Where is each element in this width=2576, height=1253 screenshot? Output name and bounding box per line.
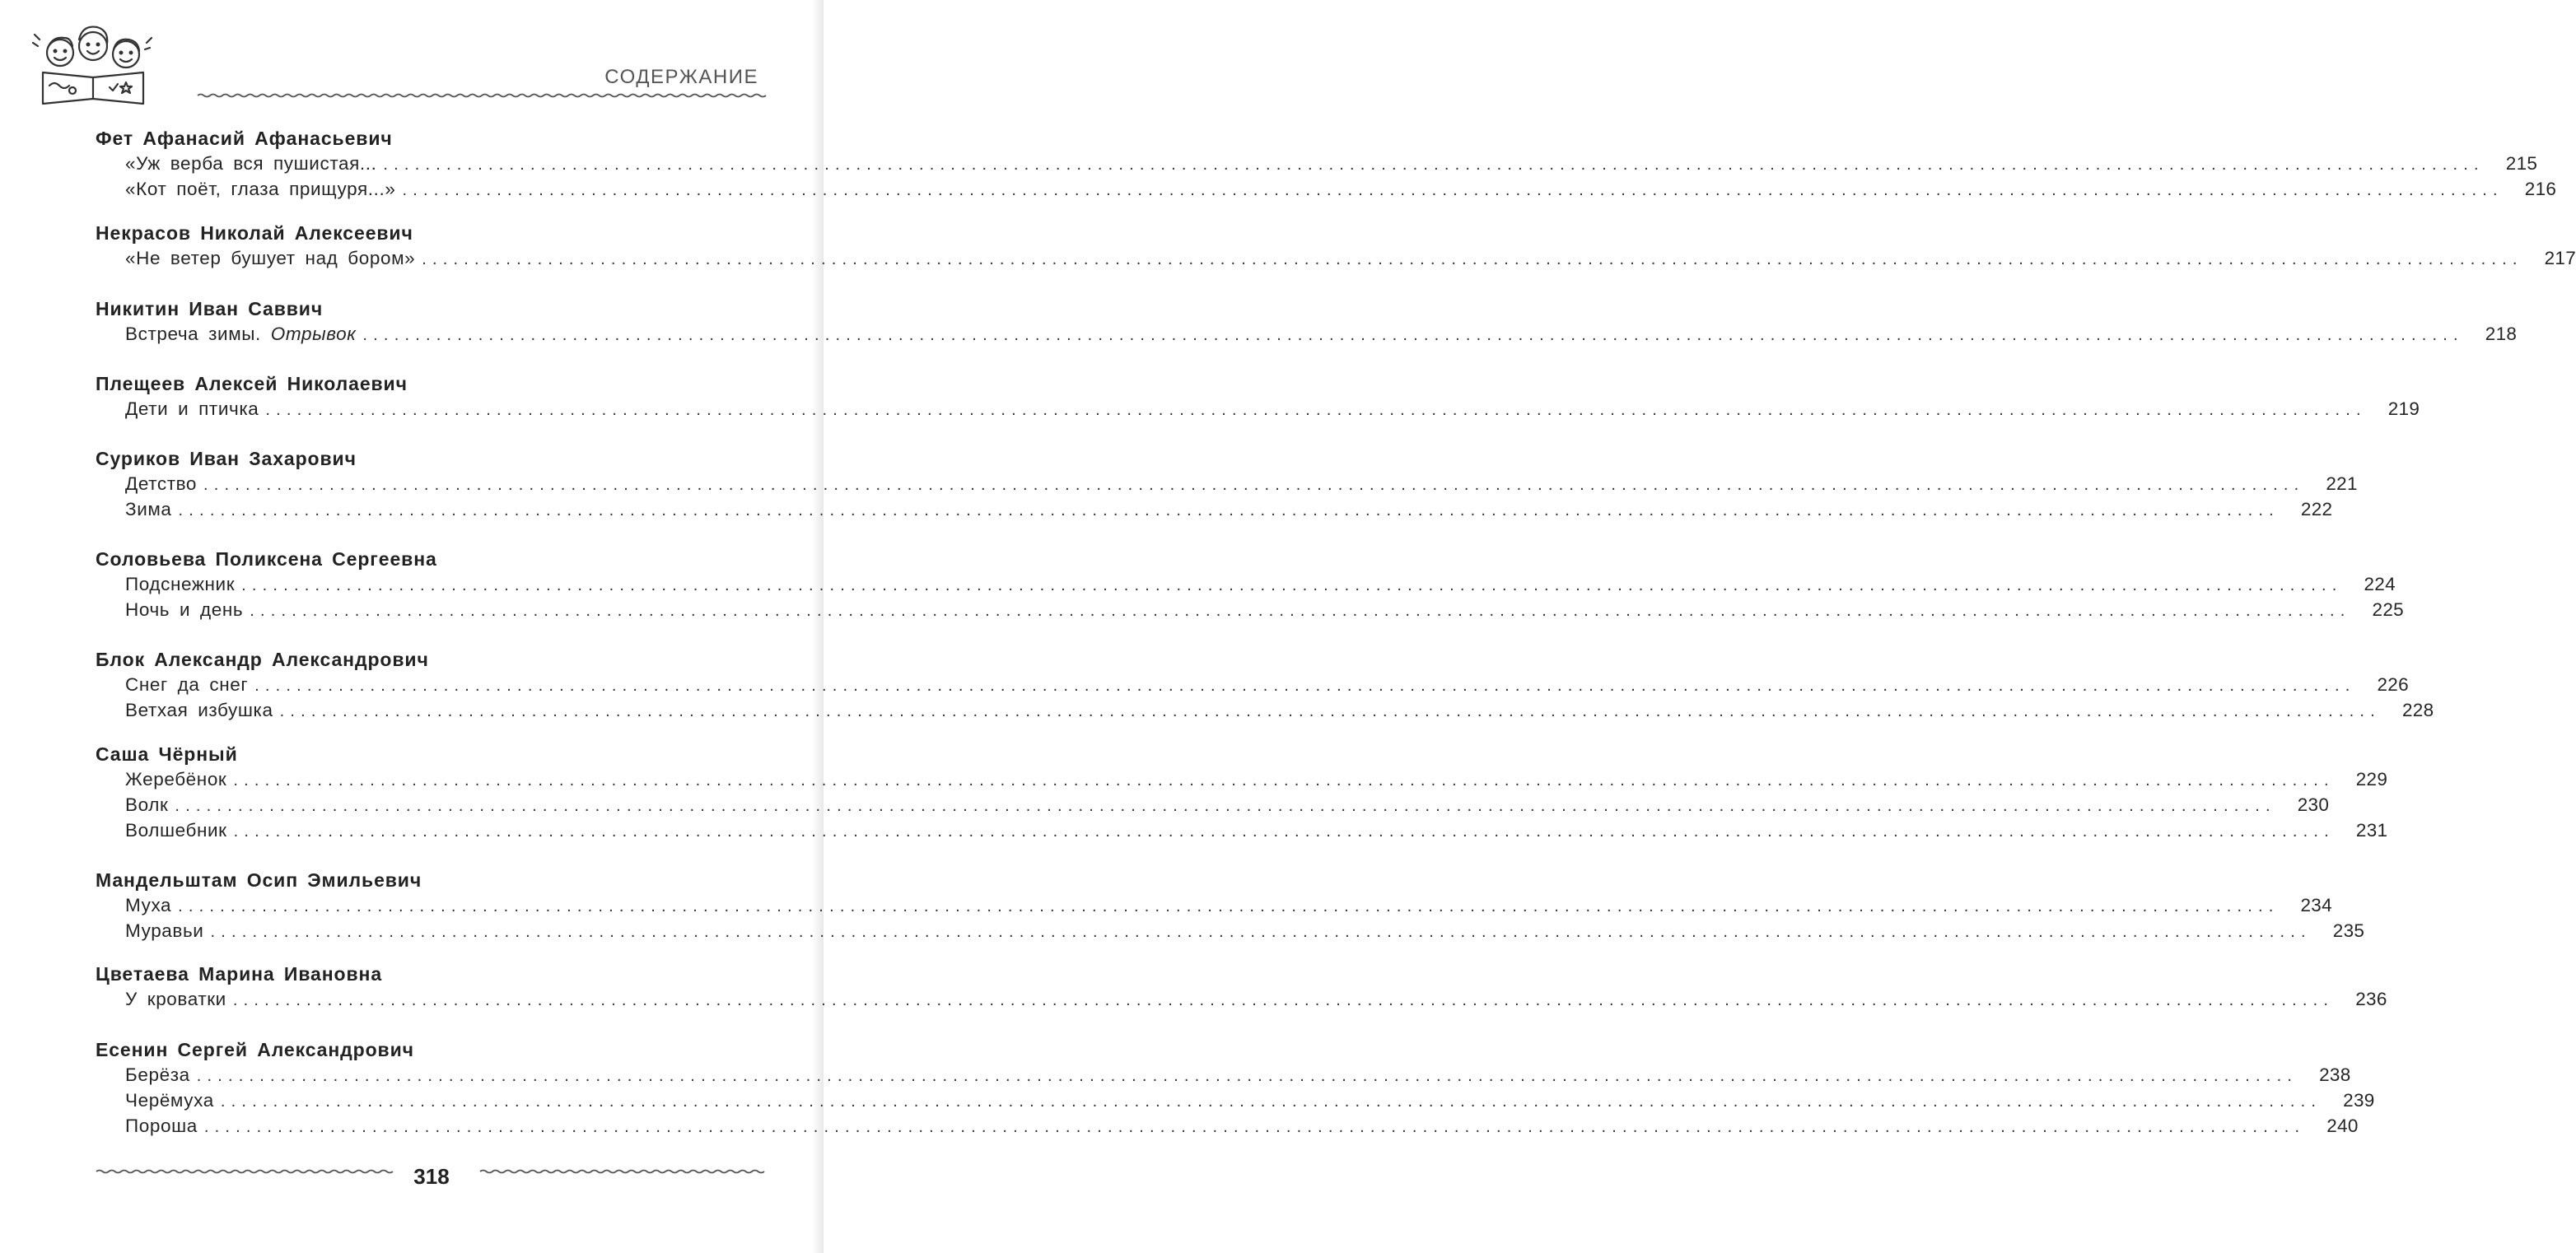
entry-title-text: «Уж верба вся пушистая...	[125, 153, 377, 174]
author-name: Плещеев Алексей Николаевич	[96, 373, 408, 394]
entry-page-number: 239	[2343, 1090, 2375, 1111]
dot-leader: ........................................................................................................................................................................................................	[220, 1092, 2322, 1111]
entry-page-number: 221	[2326, 473, 2358, 494]
author-name: Суриков Иван Захарович	[96, 448, 357, 469]
entry-title	[125, 820, 234, 841]
author-name: Никитин Иван Саввич	[96, 298, 324, 319]
entry-title-text: Пороша	[125, 1116, 198, 1136]
toc-entry[interactable]	[125, 1064, 2351, 1090]
entry-title	[125, 473, 203, 495]
entry-page-number: 219	[2387, 398, 2420, 419]
dot-leader: ........................................................................................................................................................................................................	[175, 797, 2276, 815]
entry-note: Отрывок	[270, 324, 357, 344]
dot-leader: ........................................................................................................................................................................................................	[196, 1067, 2298, 1085]
toc-entry[interactable]	[125, 895, 2332, 920]
entry-title-text: У кроватки	[125, 989, 226, 1009]
entry-title	[125, 248, 422, 269]
entry-page-number: 234	[2300, 895, 2332, 915]
toc-entry[interactable]	[125, 989, 2387, 1014]
toc-entry[interactable]	[125, 769, 2388, 794]
toc-entry[interactable]	[125, 473, 2358, 499]
entry-title	[125, 794, 175, 816]
dot-leader: ........................................................................................................................................................................................................	[210, 923, 2312, 941]
entry-page-number: 225	[2372, 599, 2404, 620]
dot-leader: ........................................................................................................................................................................................................	[402, 181, 2504, 199]
footer-wave-divider-left	[96, 1165, 383, 1178]
dot-leader: ........................................................................................................................................................................................................	[383, 156, 2485, 174]
dot-leader: ........................................................................................................................................................................................................	[232, 991, 2335, 1009]
entry-page-number: 238	[2319, 1064, 2351, 1085]
entry-title	[125, 895, 178, 916]
dot-leader: ........................................................................................................................................................................................................	[279, 702, 2381, 720]
dot-leader: ........................................................................................................................................................................................................	[422, 250, 2523, 268]
entry-page-number: 230	[2297, 794, 2330, 815]
entry-title	[125, 1116, 204, 1137]
entry-title	[125, 499, 179, 520]
entry-title-text: Муха	[125, 895, 172, 915]
entry-page-number: 226	[2377, 674, 2409, 695]
entry-title	[125, 674, 254, 696]
entry-title-text: Берёза	[125, 1064, 190, 1085]
toc-entry[interactable]	[125, 499, 2333, 524]
wave-line	[480, 1171, 764, 1173]
entry-title-text: Муравьи	[125, 920, 204, 941]
dot-leader: ........................................................................................................................................................................................................	[250, 602, 2351, 620]
author-name: Соловьева Поликсена Сергеевна	[96, 548, 437, 570]
toc-entry[interactable]	[125, 920, 2365, 946]
entry-title-text: Детство	[125, 473, 198, 494]
entry-title-text: Жеребёнок	[125, 769, 227, 790]
wave-line	[96, 1171, 393, 1173]
entry-title-text: Волк	[125, 794, 169, 815]
entry-title	[125, 769, 233, 790]
entry-page-number: 228	[2401, 700, 2434, 720]
entry-title-text: Дети и птичка	[125, 398, 259, 419]
dot-leader: ........................................................................................................................................................................................................	[233, 822, 2335, 841]
entry-title	[125, 324, 362, 345]
toc-entry[interactable]	[125, 574, 2396, 599]
dot-leader: ........................................................................................................................................................................................................	[203, 1118, 2306, 1136]
toc-entry[interactable]	[125, 248, 2576, 273]
entry-title	[125, 700, 280, 721]
author-name: Фет Афанасий Афанасьевич	[96, 128, 393, 149]
entry-title-text: Встреча зимы.	[125, 324, 261, 344]
entry-title-text: Подснежник	[125, 574, 236, 594]
page-number: 318	[413, 1164, 450, 1189]
entry-title	[125, 153, 383, 175]
entry-page-number: 235	[2332, 920, 2365, 941]
toc-entry[interactable]	[125, 324, 2518, 349]
entry-title-text: Ночь и день	[125, 599, 244, 620]
toc-entry[interactable]	[125, 674, 2409, 700]
toc-entry[interactable]	[125, 1090, 2375, 1116]
entry-page-number: 224	[2364, 574, 2396, 594]
author-name: Блок Александр Александрович	[96, 649, 429, 670]
dot-leader: ........................................................................................................................................................................................................	[203, 476, 2305, 494]
entry-title-text: «Не ветер бушует над бором»	[125, 248, 416, 268]
entry-title-text: «Кот поёт, глаза прищуря...»	[125, 179, 396, 199]
entry-page-number: 216	[2524, 179, 2557, 199]
entry-title-text: Ветхая избушка	[125, 700, 273, 720]
entry-title	[125, 920, 210, 942]
toc-entry[interactable]	[125, 700, 2434, 725]
author-name: Некрасов Николай Алексеевич	[96, 222, 413, 244]
toc-entry[interactable]	[125, 820, 2388, 845]
entry-title-text: Черёмуха	[125, 1090, 214, 1111]
entry-page-number: 231	[2355, 820, 2388, 841]
toc-entry[interactable]	[125, 599, 2404, 625]
entry-title	[125, 599, 250, 621]
page-title: СОДЕРЖАНИЕ	[604, 66, 758, 88]
entry-page-number: 218	[2485, 324, 2518, 344]
dot-leader: ........................................................................................................................................................................................................	[233, 771, 2335, 790]
dot-leader: ........................................................................................................................................................................................................	[178, 501, 2280, 519]
entry-page-number: 222	[2300, 499, 2333, 519]
author-name: Цветаева Марина Ивановна	[96, 963, 383, 985]
dot-leader: ........................................................................................................................................................................................................	[254, 677, 2356, 695]
entry-title-text: Снег да снег	[125, 674, 249, 695]
entry-page-number: 215	[2505, 153, 2538, 174]
toc-entry[interactable]	[125, 1116, 2359, 1141]
entry-title	[125, 1064, 197, 1086]
author-name: Мандельштам Осип Эмильевич	[96, 869, 422, 891]
entry-title	[125, 1090, 221, 1111]
entry-page-number: 217	[2544, 248, 2576, 268]
author-name: Саша Чёрный	[96, 743, 238, 765]
entry-page-number: 240	[2326, 1116, 2359, 1136]
entry-title	[125, 989, 233, 1010]
toc-entry[interactable]	[125, 794, 2330, 820]
dot-leader: ........................................................................................................................................................................................................	[178, 897, 2280, 915]
dot-leader: ........................................................................................................................................................................................................	[362, 326, 2464, 344]
entry-title	[125, 179, 402, 200]
entry-title-text: Волшебник	[125, 820, 227, 841]
entry-page-number: 236	[2355, 989, 2387, 1009]
toc-entry[interactable]	[125, 179, 2557, 204]
dot-leader: ........................................................................................................................................................................................................	[265, 401, 2367, 419]
entry-title	[125, 398, 265, 420]
entry-title-text: Зима	[125, 499, 172, 519]
dot-leader: ........................................................................................................................................................................................................	[241, 576, 2343, 594]
entry-title	[125, 574, 241, 595]
footer-wave-divider-right	[480, 1165, 760, 1178]
author-name: Есенин Сергей Александрович	[96, 1039, 414, 1060]
toc-entry[interactable]	[125, 153, 2538, 179]
entry-page-number: 229	[2355, 769, 2388, 790]
toc-entry[interactable]	[125, 398, 2420, 424]
